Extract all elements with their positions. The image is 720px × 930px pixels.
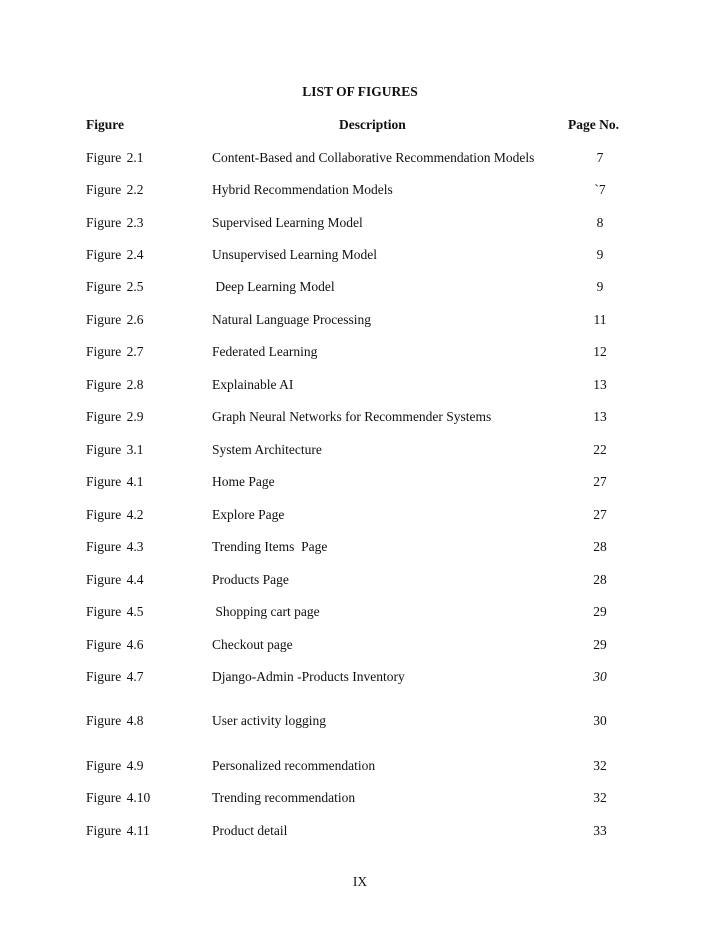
page-number: `7 bbox=[594, 182, 606, 197]
figure-number: Figure 4.6 bbox=[86, 637, 144, 652]
column-header-page: Page No. bbox=[568, 117, 619, 132]
table-row bbox=[0, 823, 720, 843]
figure-number: Figure 2.7 bbox=[86, 344, 144, 359]
figure-number: Figure 2.1 bbox=[86, 150, 144, 165]
figure-description: Home Page bbox=[212, 474, 275, 489]
figure-number: Figure 4.4 bbox=[86, 572, 144, 587]
figure-number: Figure 4.7 bbox=[86, 669, 144, 684]
figure-description: Explainable AI bbox=[212, 377, 294, 392]
table-row bbox=[0, 215, 720, 235]
figure-number: Figure 2.9 bbox=[86, 409, 144, 424]
figure-description: User activity logging bbox=[212, 713, 326, 728]
table-row bbox=[0, 312, 720, 332]
figure-description: Explore Page bbox=[212, 507, 285, 522]
table-row bbox=[0, 713, 720, 733]
table-row bbox=[0, 474, 720, 494]
figure-number: Figure 4.2 bbox=[86, 507, 144, 522]
figure-number: Figure 4.11 bbox=[86, 823, 150, 838]
figure-number: Figure 2.8 bbox=[86, 377, 144, 392]
figure-description: Hybrid Recommendation Models bbox=[212, 182, 393, 197]
table-row bbox=[0, 604, 720, 624]
page-number: 30 bbox=[593, 713, 607, 728]
figure-description: Products Page bbox=[212, 572, 289, 587]
page-number: 29 bbox=[593, 637, 607, 652]
figure-description: Content-Based and Collaborative Recommendation Models bbox=[212, 150, 535, 165]
figure-number: Figure 2.5 bbox=[86, 279, 144, 294]
figure-description: Checkout page bbox=[212, 637, 293, 652]
table-row bbox=[0, 790, 720, 810]
figure-number: Figure 2.4 bbox=[86, 247, 144, 262]
page-number: 8 bbox=[596, 215, 604, 230]
page-number: 28 bbox=[593, 572, 607, 587]
page-number: 12 bbox=[593, 344, 607, 359]
page-number: 11 bbox=[593, 312, 607, 327]
table-row bbox=[0, 669, 720, 689]
figure-number: Figure 4.1 bbox=[86, 474, 144, 489]
figure-description: Product detail bbox=[212, 823, 288, 838]
page-number: 13 bbox=[593, 377, 607, 392]
page-number: 32 bbox=[593, 758, 607, 773]
figure-description: Federated Learning bbox=[212, 344, 318, 359]
page-number: 32 bbox=[593, 790, 607, 805]
table-row bbox=[0, 247, 720, 267]
figure-description: Graph Neural Networks for Recommender Systems bbox=[212, 409, 492, 424]
figure-description: Supervised Learning Model bbox=[212, 215, 363, 230]
table-row bbox=[0, 572, 720, 592]
page-number: 7 bbox=[596, 150, 604, 165]
table-row bbox=[0, 442, 720, 462]
page-number: 22 bbox=[593, 442, 607, 457]
table-row bbox=[0, 377, 720, 397]
page-title: LIST OF FIGURES bbox=[302, 84, 418, 99]
table-row bbox=[0, 344, 720, 364]
table-row bbox=[0, 409, 720, 429]
table-row bbox=[0, 758, 720, 778]
figure-number: Figure 2.2 bbox=[86, 182, 144, 197]
page-number: 9 bbox=[596, 279, 604, 294]
figure-number: Figure 2.3 bbox=[86, 215, 144, 230]
figure-number: Figure 4.3 bbox=[86, 539, 144, 554]
page-number: 29 bbox=[593, 604, 607, 619]
page-number: 9 bbox=[596, 247, 604, 262]
figure-description: System Architecture bbox=[212, 442, 322, 457]
page-number: 33 bbox=[593, 823, 607, 838]
page-number: 28 bbox=[593, 539, 607, 554]
figure-description: Natural Language Processing bbox=[212, 312, 371, 327]
figure-number: Figure 4.5 bbox=[86, 604, 144, 619]
table-row bbox=[0, 507, 720, 527]
figure-description: Deep Learning Model bbox=[212, 279, 335, 294]
figure-number: Figure 4.8 bbox=[86, 713, 144, 728]
page-number-footer: IX bbox=[352, 874, 368, 889]
table-row bbox=[0, 182, 720, 202]
page-number: 13 bbox=[593, 409, 607, 424]
figure-description: Unsupervised Learning Model bbox=[212, 247, 377, 262]
page-number: 27 bbox=[593, 474, 607, 489]
figure-description: Trending Items Page bbox=[212, 539, 328, 554]
figure-number: Figure 4.10 bbox=[86, 790, 151, 805]
table-row bbox=[0, 637, 720, 657]
table-row bbox=[0, 539, 720, 559]
figure-description: Trending recommendation bbox=[212, 790, 356, 805]
page-number: 30 bbox=[593, 669, 607, 684]
figure-description: Django-Admin -Products Inventory bbox=[212, 669, 405, 684]
figure-number: Figure 4.9 bbox=[86, 758, 144, 773]
table-row bbox=[0, 279, 720, 299]
table-row bbox=[0, 150, 720, 170]
figure-number: Figure 3.1 bbox=[86, 442, 144, 457]
figure-description: Shopping cart page bbox=[212, 604, 320, 619]
column-header-description: Description bbox=[339, 117, 406, 132]
column-header-figure: Figure bbox=[86, 117, 124, 132]
figure-description: Personalized recommendation bbox=[212, 758, 376, 773]
page-number: 27 bbox=[593, 507, 607, 522]
figure-number: Figure 2.6 bbox=[86, 312, 144, 327]
